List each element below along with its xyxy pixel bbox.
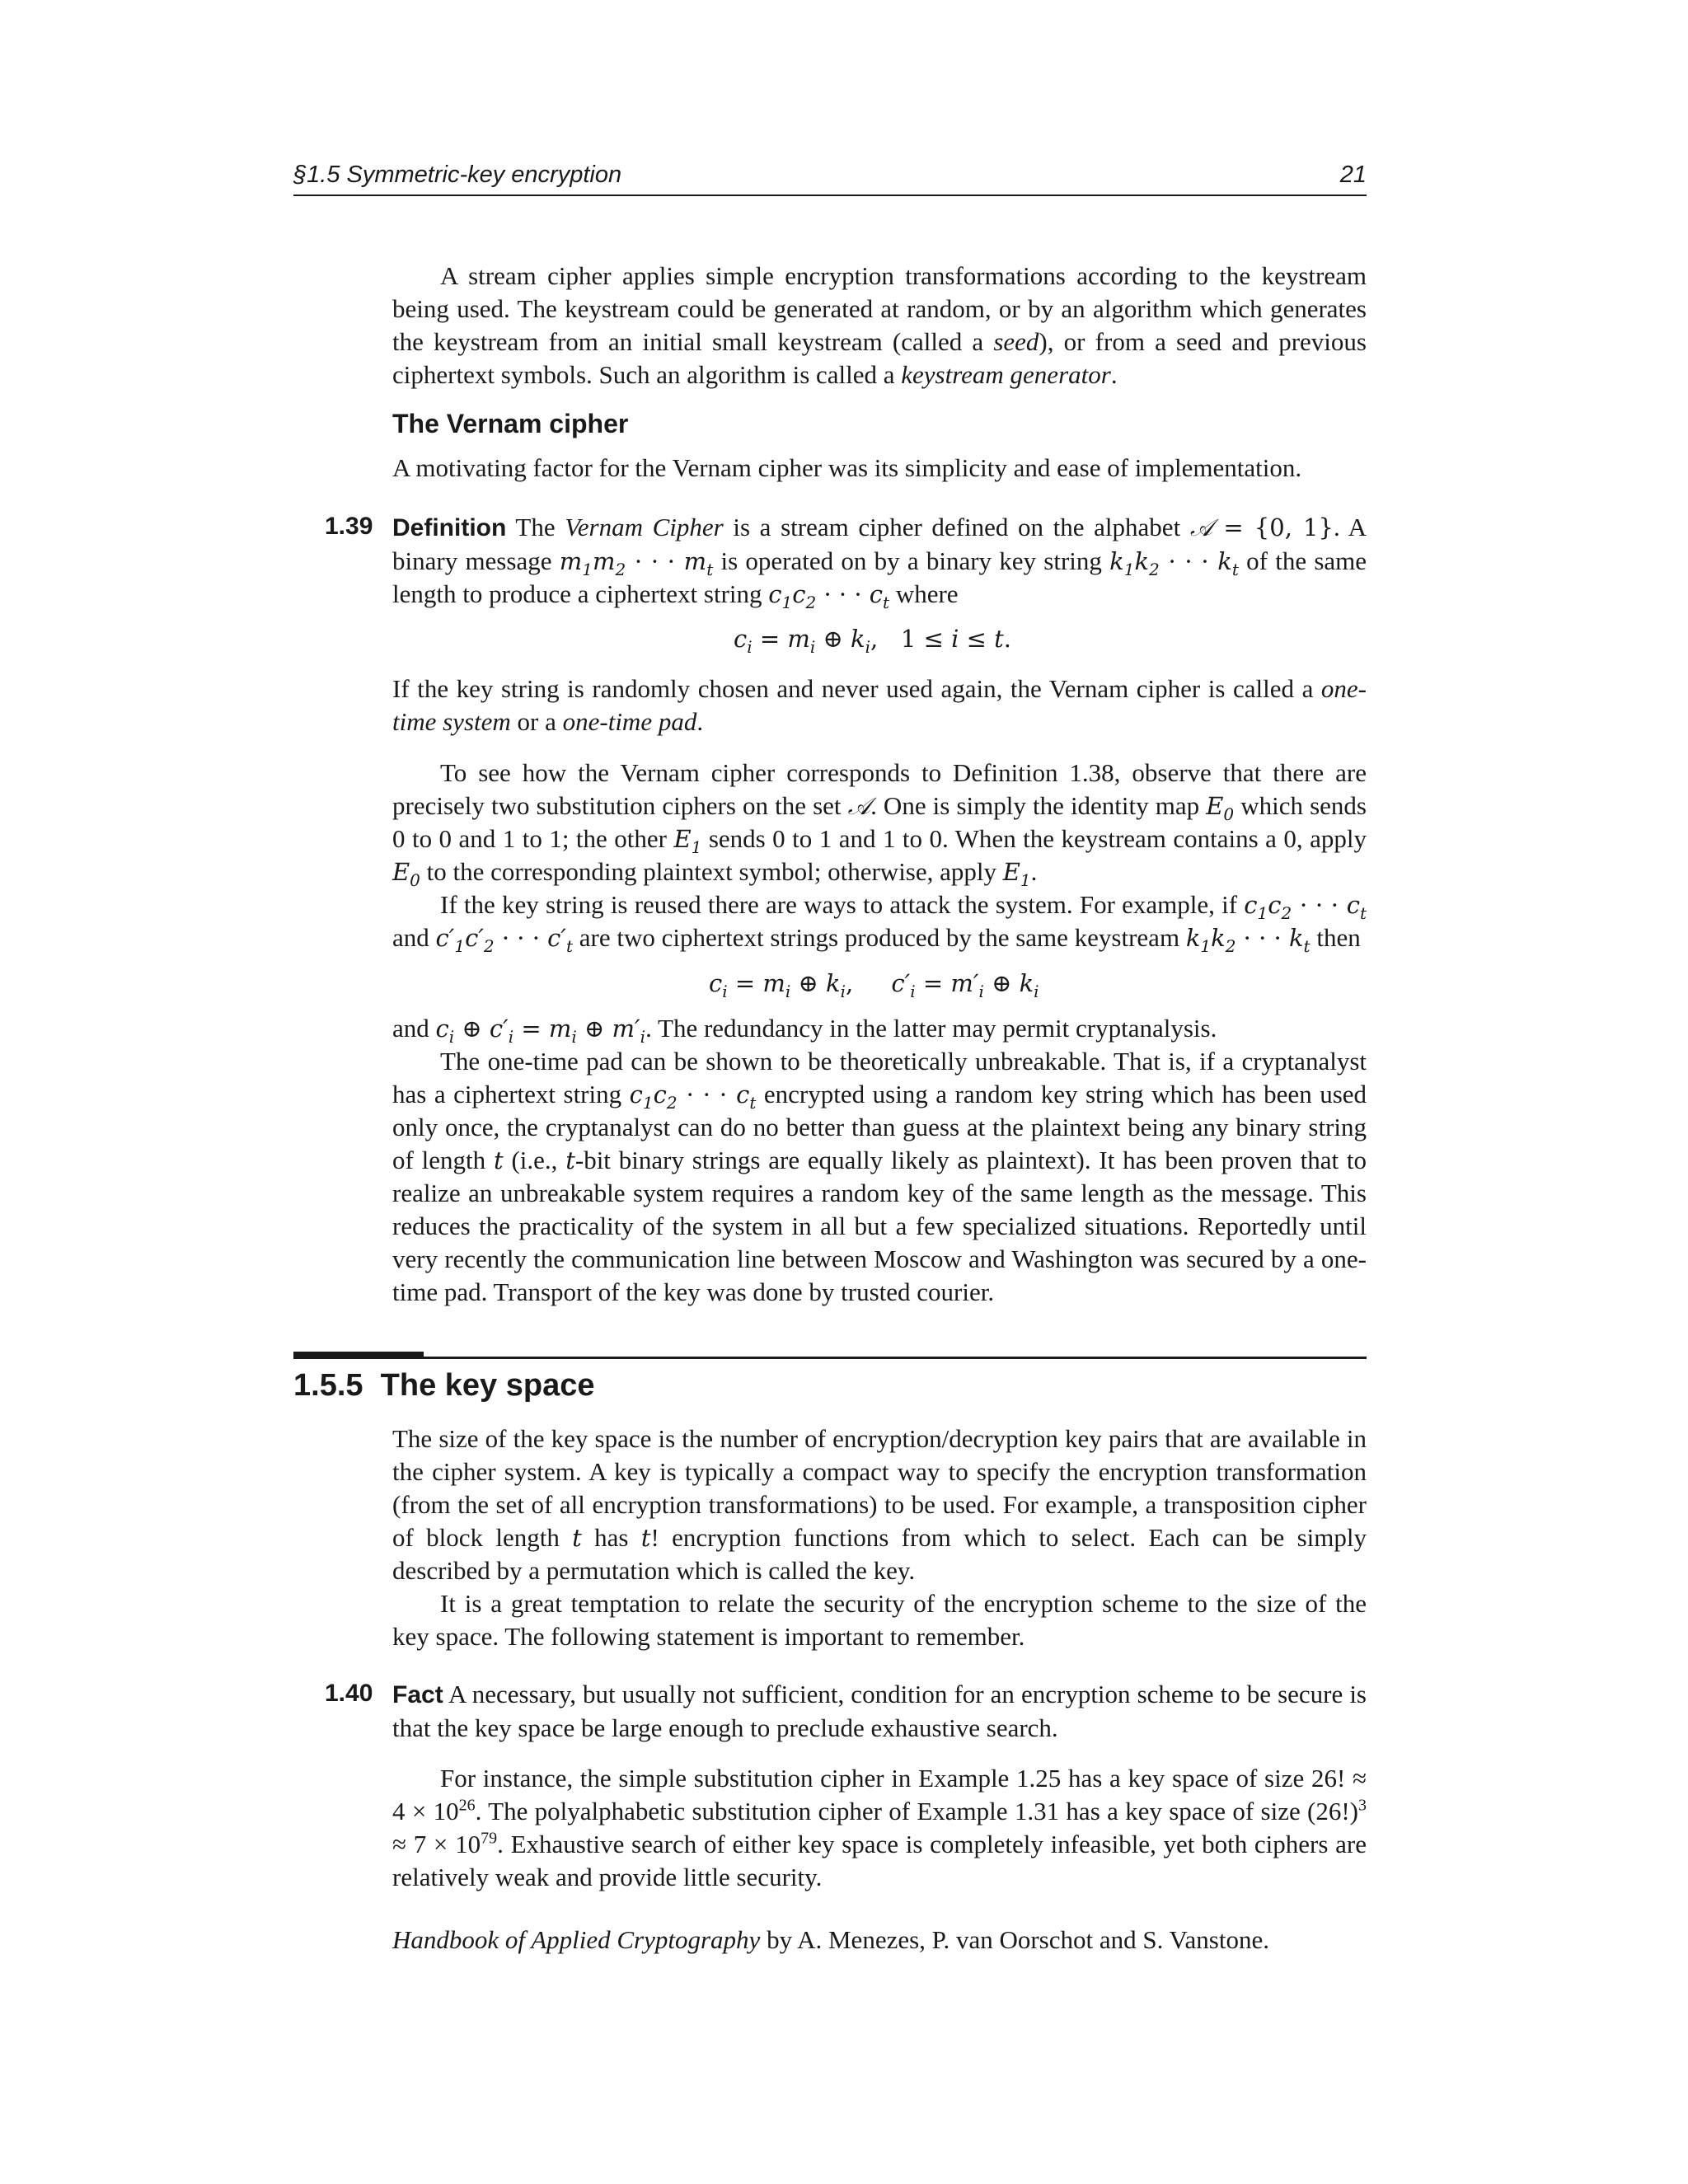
keyspace-paragraph: The size of the key space is the number of encryption/decryption key pairs that are available in the cipher system. A key is typically a compact way to specify the encryption transformation (from the set of all encryption transformations) to be used. For example, a transposition cipher of block length t has t! encryption functions from which to select. Each can be simply described by a permutation which is called the key. It is a great temptation to relate the security of the encryption scheme to the size of the key space. The following statement is important to remember. bbox=[392, 1422, 1367, 1653]
reuse-paragraph: and $c_i$ ⊕ $c'_i = m_i$ ⊕ $m'_i$. The redundancy in the latter may permit cryptanalysis. The one-time pad can be shown to be theoretically unbreakable. That is, if a cryptanalyst has a ciphertext string $c_1c_2$ · · · $c_t$ encrypted using a random key string which has been used only once, the cryptanalyst can do no better than guess at the plaintext being any binary string of length t (i.e., t-bit binary strings are equally likely as plaintext). It has been proven that to realize an unbreakable system requires a random key of the same length as the message. This reduces the practicality of the system in all but a few specialized situations. Reportedly until very recently the communication line between Moscow and Washington was secured by a one-time pad. Transport of the key was done by trusted courier. bbox=[392, 1014, 1367, 1306]
definition-continuation: If the key string is randomly chosen and never used again, the Vernam cipher is called a one-time system or a one-time pad. bbox=[392, 674, 1367, 736]
definition-1-39: Definition The Vernam Cipher is a stream cipher defined on the alphabet 𝒜 = {0, 1}. A binary message $m_1m_2$ · · · $m_t$ is operated on by a binary key string $k_1k_2$ · · · $k_t$ of the same length to produce a ciphertext string $c_1c_2$ · · · $c_t$ where bbox=[392, 513, 1367, 612]
section-heading bbox=[293, 1368, 594, 1404]
footer-authors: by A. Menezes, P. van Oorschot and S. Vanstone. bbox=[760, 1925, 1269, 1954]
section-rule-accent bbox=[293, 1352, 424, 1359]
header-rule bbox=[293, 194, 1367, 196]
fact-number: 1.40 bbox=[325, 1680, 373, 1707]
section-title: The key space bbox=[380, 1368, 595, 1403]
footer-book-title: Handbook of Applied Cryptography bbox=[392, 1925, 761, 1954]
vernam-heading: The Vernam cipher bbox=[392, 409, 629, 438]
intro-paragraph: A stream cipher applies simple encryption transformations according to the keystream being used. The keystream could be generated at random, or by an algorithm which generates the keystream from an initial small keystream (called a seed), or from a seed and previous ciphertext symbols. Such an algorithm is called a keystream generator. bbox=[392, 261, 1367, 389]
equation-ci: $c_i = m_i$ ⊕ $k_i$, 1 ≤ i ≤ t. bbox=[734, 625, 1012, 657]
equation-reuse: $c_i = m_i$ ⊕ $k_i$, $c'_i = m'_i$ ⊕ $k_i$ bbox=[709, 969, 1039, 1001]
instance-paragraph: For instance, the simple substitution cipher in Example 1.25 has a key space of size 26! ≈ $4 \times 10^{26}$. The polyalphabetic substitution cipher of Example 1.31 has a key space of size $(26!)^3 \approx 7 \times 10^{79}$. Exhaustive search of either key space is completely infeasible, yet both ciphers are relatively weak and provide little security. bbox=[392, 1764, 1367, 1891]
header-section: §1.5 Symmetric-key encryption bbox=[293, 162, 622, 188]
header-page-number: 21 bbox=[1339, 162, 1367, 188]
definition-label: Definition bbox=[392, 514, 507, 541]
fact-1-40: Fact A necessary, but usually not sufficient, condition for an encryption scheme to be secure is that the key space be large enough to preclude exhaustive search. bbox=[392, 1680, 1367, 1742]
explanation-paragraph: To see how the Vernam cipher corresponds to Definition 1.38, observe that there are precisely two substitution ciphers on the set 𝒜. One is simply the identity map $E_0$ which sends 0 to 0 and 1 to 1; the other $E_1$ sends 0 to 1 and 1 to 0. When the keystream contains a 0, apply $E_0$ to the corresponding plaintext symbol; otherwise, apply $E_1$. If the key string is reused there are ways to attack the system. For example, if $c_1c_2$ · · · $c_t$ and $c'_1c'_2$ · · · $c'_t$ are two ciphertext strings produced by the same keystream $k_1k_2$ · · · $k_t$ then bbox=[392, 758, 1367, 956]
section-number: 1.5.5 bbox=[293, 1368, 363, 1403]
vernam-motivation: A motivating factor for the Vernam cipher was its simplicity and ease of implementation. bbox=[392, 453, 1302, 482]
keyspace-paragraph-2: It is a great temptation to relate the security of the encryption scheme to the size of the key space. The following statement is important to remember. bbox=[392, 1589, 1367, 1651]
definition-number: 1.39 bbox=[325, 513, 373, 540]
section-rule bbox=[293, 1357, 1367, 1359]
fact-label: Fact bbox=[392, 1681, 443, 1708]
running-header bbox=[293, 162, 1367, 194]
footer-citation bbox=[392, 1924, 1367, 1957]
